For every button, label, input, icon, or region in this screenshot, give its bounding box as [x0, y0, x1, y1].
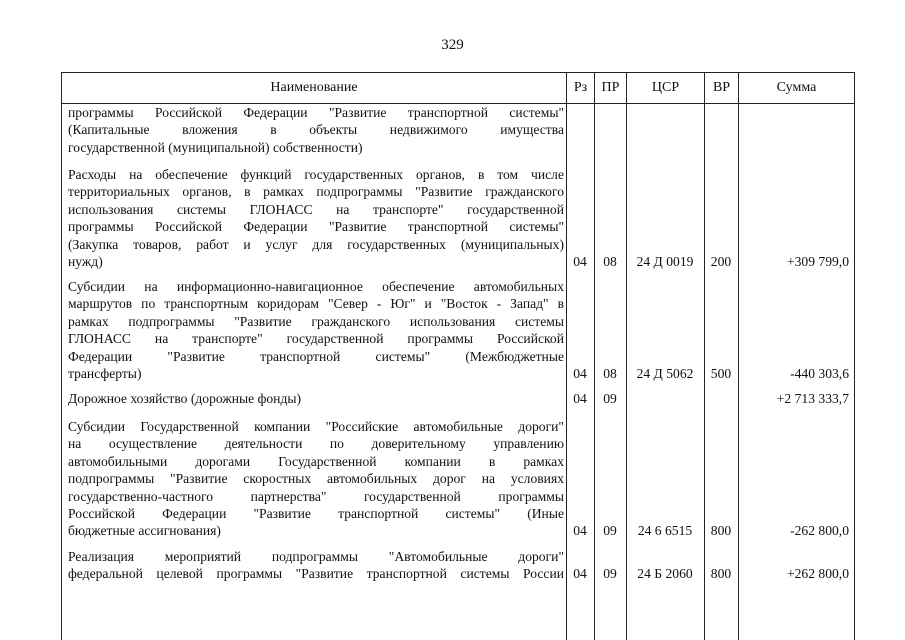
row-name-line: подпрограммы "Развитие скоростных автомобильных дорог на условиях	[68, 471, 564, 487]
row-name-line: маршрутов по транспортным коридорам "Север - Юг" и "Восток - Запад" в	[68, 296, 564, 312]
row-name-line: Реализация мероприятий подпрограммы "Автомобильные дороги"	[68, 549, 564, 564]
row-vr: 800	[710, 523, 732, 539]
row-rz: 04	[573, 566, 587, 582]
page-number: 329	[441, 37, 464, 53]
row-name	[68, 278, 564, 382]
row-name	[68, 418, 564, 540]
row-name-line: (Закупка товаров, работ и услуг для государственных (муниципальных)	[68, 236, 564, 252]
row-csr: 24 Б 2060	[637, 566, 693, 582]
row-rz: 04	[573, 391, 587, 406]
row-name	[68, 166, 564, 270]
row-sum: +262 800,0	[786, 566, 849, 582]
row-vr: 200	[710, 254, 732, 269]
row-vr: 800	[710, 566, 732, 582]
row-sum: +2 713 333,7	[776, 391, 849, 406]
row-csr: 24 Д 0019	[636, 254, 694, 269]
row-name-line: государственной (муниципальной) собственности)	[68, 139, 363, 155]
row-name-line: Расходы на обеспечение функций государственных органов, в том числе	[68, 167, 564, 182]
header-vr: ВР	[705, 73, 739, 103]
row-pr: 09	[603, 566, 617, 582]
row-rz: 04	[573, 523, 587, 539]
row-name-line: территориальных органов, в рамках подпрограммы "Развитие гражданского	[68, 184, 564, 200]
row-csr: 24 6 6515	[637, 523, 693, 539]
row-name-line: использования системы ГЛОНАСС на транспорте" государственной	[68, 201, 564, 217]
column-border	[854, 104, 855, 640]
header-pr: ПР	[595, 73, 627, 103]
row-pr: 08	[603, 254, 617, 269]
row-name-line: на осуществление деятельности по доверительному управлению	[68, 436, 564, 452]
row-name-line: ГЛОНАСС на транспорте" государственной программы Российской	[68, 331, 564, 347]
row-sum: -262 800,0	[790, 523, 849, 539]
row-name	[68, 548, 564, 583]
row-csr: 24 Д 5062	[636, 366, 694, 381]
row-rz: 04	[573, 254, 587, 269]
row-name-line: Федерации "Развитие транспортной системы" (Межбюджетные	[68, 348, 564, 364]
row-pr: 09	[603, 391, 617, 406]
row-sum: -440 303,6	[790, 366, 849, 381]
row-vr: 500	[710, 366, 732, 381]
row-pr: 09	[603, 523, 617, 539]
row-pr: 08	[603, 366, 617, 381]
row-name	[68, 104, 564, 156]
header-name: Наименование	[62, 73, 567, 103]
row-name-line: автомобильными дорогами Государственной компании в рамках	[68, 453, 564, 469]
row-sum: +309 799,0	[786, 254, 849, 269]
row-name-line: бюджетные ассигнования)	[68, 523, 221, 539]
row-name-line: государственно-частного партнерства" государственной программы	[68, 488, 564, 504]
table-header	[61, 72, 855, 104]
row-name-line: федеральной целевой программы "Развитие транспортной системы России	[68, 566, 564, 582]
row-name-line: трансферты)	[68, 366, 142, 382]
header-rz: Рз	[567, 73, 595, 103]
header-sum: Сумма	[776, 80, 817, 95]
row-name-line: (Капитальные вложения в объекты недвижимого имущества	[68, 122, 564, 138]
row-name-line: Субсидии на информационно-навигационное обеспечение автомобильных	[68, 279, 564, 294]
row-name-line: Дорожное хозяйство (дорожные фонды)	[68, 391, 302, 406]
header-csr: ЦСР	[627, 73, 705, 103]
column-border	[61, 104, 62, 640]
row-name	[68, 390, 564, 407]
row-name-line: программы Российской Федерации "Развитие транспортной системы"	[68, 105, 564, 120]
table-body	[61, 104, 855, 640]
row-name-line: нужд)	[68, 254, 103, 270]
row-name-line: Российской Федерации "Развитие транспортной системы" (Иные	[68, 506, 564, 522]
row-name-line: Субсидии Государственной компании "Российские автомобильные дороги"	[68, 419, 564, 434]
row-rz: 04	[573, 366, 587, 381]
row-name-line: рамках подпрограммы "Развитие гражданского использования системы	[68, 313, 564, 329]
row-name-line: программы Российской Федерации "Развитие транспортной системы"	[68, 219, 564, 235]
